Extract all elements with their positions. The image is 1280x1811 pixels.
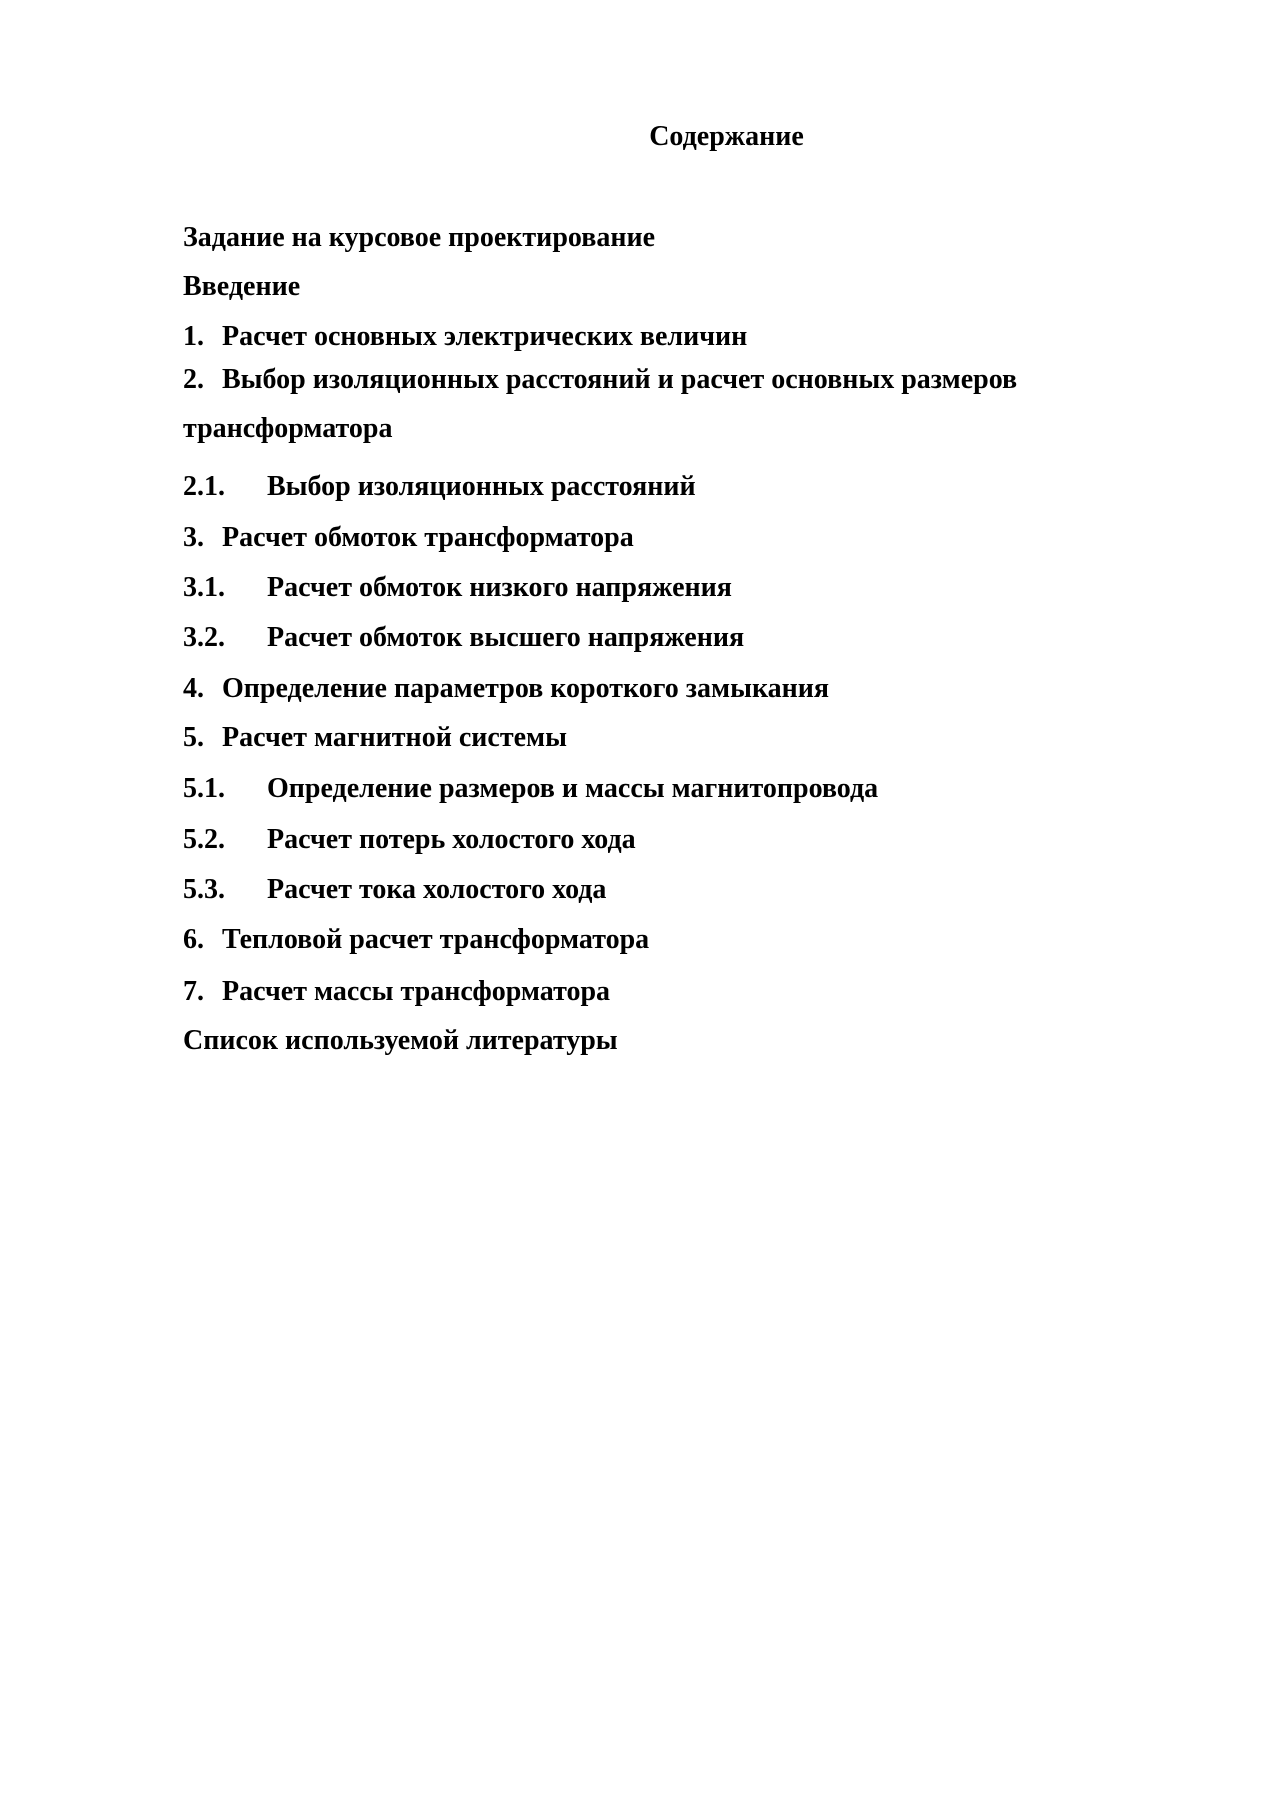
toc-heading: Содержание — [649, 121, 804, 152]
toc-item-number: 3.1. — [183, 572, 225, 603]
toc-item-number: 3.2. — [183, 622, 225, 653]
toc-item-title: Расчет потерь холостого хода — [267, 824, 636, 855]
toc-item-number: 5.2. — [183, 824, 225, 855]
toc-item-title: Выбор изоляционных расстояний и расчет основных размеров трансформатора — [183, 364, 1018, 444]
toc-item[interactable] — [183, 271, 300, 303]
toc-item-title: Задание на курсовое проектирование — [183, 222, 656, 253]
toc-item-title: Расчет тока холостого хода — [267, 874, 607, 905]
toc-item-number: 3. — [183, 522, 204, 553]
toc-item-title: Тепловой расчет трансформатора — [222, 924, 650, 955]
toc-item[interactable] — [183, 976, 610, 1008]
toc-item-title: Выбор изоляционных расстояний — [267, 471, 696, 502]
toc-item[interactable] — [183, 773, 878, 805]
toc-item-number: 2.1. — [183, 471, 225, 502]
toc-item[interactable] — [183, 522, 634, 554]
toc-item-title: Определение параметров короткого замыкания — [222, 673, 830, 704]
toc-item[interactable] — [183, 824, 636, 856]
toc-item[interactable] — [183, 355, 1123, 453]
toc-item[interactable] — [183, 222, 655, 254]
toc-item-number: 7. — [183, 976, 204, 1007]
toc-item[interactable] — [183, 673, 829, 705]
toc-item-number: 4. — [183, 673, 204, 704]
toc-item-number: 5.3. — [183, 874, 225, 905]
toc-item[interactable] — [183, 722, 567, 754]
toc-item-title: Расчет магнитной системы — [222, 722, 567, 753]
toc-item-title: Расчет массы трансформатора — [222, 976, 611, 1007]
toc-item-title: Расчет обмоток низкого напряжения — [267, 572, 732, 603]
toc-item-number: 5.1. — [183, 773, 225, 804]
toc-item-title: Расчет обмоток трансформатора — [222, 522, 634, 553]
toc-item-title: Определение размеров и массы магнитопровода — [267, 773, 879, 804]
toc-item-number: 2. — [183, 364, 204, 395]
toc-item[interactable] — [183, 622, 744, 654]
toc-item[interactable] — [183, 924, 649, 956]
toc-item-title: Расчет основных электрических величин — [222, 321, 748, 352]
toc-item-title: Расчет обмоток высшего напряжения — [267, 622, 745, 653]
toc-item-title: Список используемой литературы — [183, 1025, 618, 1056]
toc-item-number: 6. — [183, 924, 204, 955]
toc-item[interactable] — [183, 471, 696, 503]
toc-item[interactable] — [183, 321, 747, 353]
toc-item[interactable] — [183, 572, 732, 604]
toc-item-number: 1. — [183, 321, 204, 352]
toc-item-title: Введение — [183, 271, 301, 302]
toc-item[interactable] — [183, 874, 606, 906]
toc-item[interactable] — [183, 1025, 618, 1057]
toc-item-number: 5. — [183, 722, 204, 753]
